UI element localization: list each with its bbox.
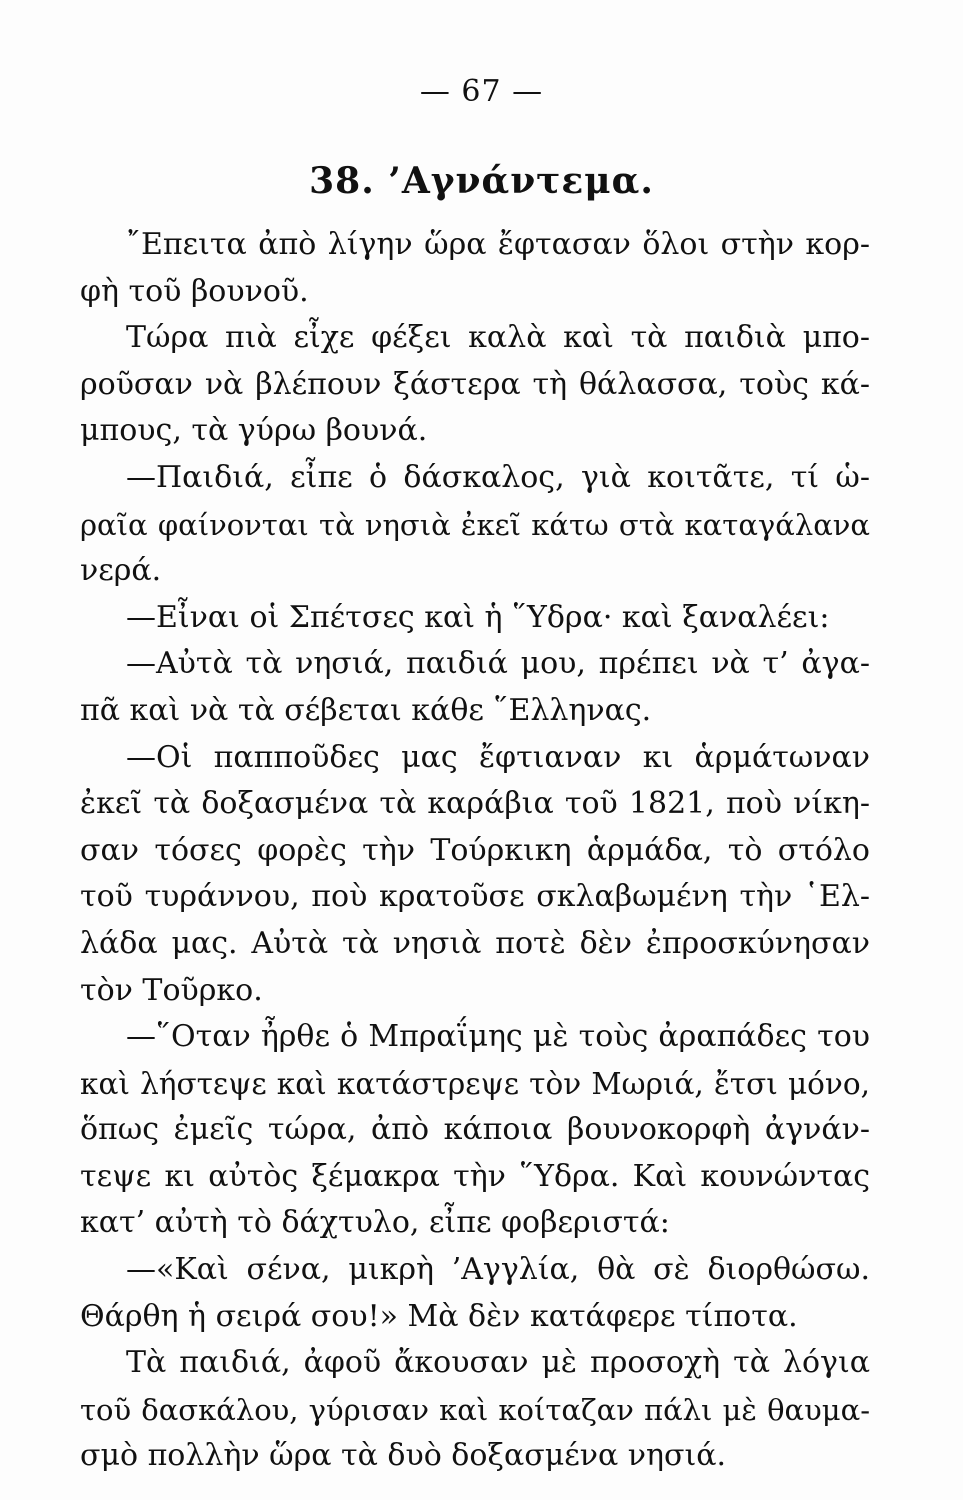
text-line: —῞Οταν ἦρθε ὁ Μπραΐμης μὲ τοὺς ἀραπάδες του (126, 1019, 870, 1055)
text-line: φὴ τοῦ βουνοῦ. (80, 273, 309, 309)
text-line: τεψε κι αὐτὸς ξέμακρα τὴν ῞Υδρα. Καὶ κουνώντας (80, 1158, 870, 1194)
text-line: —Εἶναι οἱ Σπέτσες καὶ ἡ ῞Υδρα· καὶ ξαναλέει: (126, 599, 830, 635)
text-line: —«Καὶ σένα, μικρὴ ’Αγγλία, θὰ σὲ διορθώσω. (126, 1252, 870, 1288)
text-line: ἐκεῖ τὰ δοξασμένα τὰ καράβια τοῦ 1821, ποὺ νίκη- (80, 786, 870, 822)
text-line: ραῖα φαίνονται τὰ νησιὰ ἐκεῖ κάτω στὰ καταγάλανα (80, 507, 870, 542)
text-line: μπους, τὰ γύρω βουνά. (80, 413, 428, 449)
chapter-title: 38. ’Αγνάντεμα. (309, 160, 654, 202)
text-line: τοῦ τυράννου, ποὺ κρατοῦσε σκλαβωμένη τὴν ῾Ελ- (80, 879, 870, 915)
text-line: ῎Επειτα ἀπὸ λίγην ὥρα ἔφτασαν ὅλοι στὴν κορ- (126, 227, 870, 262)
text-line: Θάρθη ἡ σειρά σου!» Μὰ δὲν κατάφερε τίποτα. (80, 1298, 798, 1334)
text-line: ὅπως ἐμεῖς τώρα, ἀπὸ κάποια βουνοκορφὴ ἀγνάν- (80, 1112, 870, 1148)
text-line: σαν τόσες φορὲς τὴν Τούρκικη ἁρμάδα, τὸ στόλο (80, 832, 870, 868)
text-line: πᾶ καὶ νὰ τὰ σέβεται κάθε ῞Ελληνας. (80, 692, 652, 728)
text-line: —Παιδιά, εἶπε ὁ δάσκαλος, γιὰ κοιτᾶτε, τί ὡ- (126, 459, 870, 495)
text-line: κατ’ αὐτὴ τὸ δάχτυλο, εἶπε φοβεριστά: (80, 1205, 670, 1241)
text-line: τοῦ δασκάλου, γύρισαν καὶ κοίταζαν πάλι μὲ θαυμα- (80, 1392, 870, 1427)
body-text (80, 222, 870, 1480)
text-line: —Αὐτὰ τὰ νησιά, παιδιά μου, πρέπει νὰ τ’ ἀγα- (126, 646, 870, 682)
text-line: καὶ λήστεψε καὶ κατάστρεψε τὸν Μωριά, ἔτσι μόνο, (80, 1066, 870, 1101)
text-line: Τὰ παιδιά, ἀφοῦ ἄκουσαν μὲ προσοχὴ τὰ λόγια (126, 1345, 870, 1381)
text-line: τὸν Τοῦρκο. (80, 972, 263, 1008)
text-line: —Οἱ παπποῦδες μας ἔφτιαναν κι ἁρμάτωναν (126, 739, 870, 775)
text-line: νερά. (80, 553, 162, 589)
page-number: — 67 — (419, 74, 544, 109)
text-line: σμὸ πολλὴν ὥρα τὰ δυὸ δοξασμένα νησιά. (80, 1438, 727, 1474)
text-line: ροῦσαν νὰ βλέπουν ξάστερα τὴ θάλασσα, τοὺς κά- (80, 366, 870, 402)
text-line: Τώρα πιὰ εἶχε φέξει καλὰ καὶ τὰ παιδιὰ μπο- (126, 320, 870, 356)
text-line: λάδα μας. Αὐτὰ τὰ νησιὰ ποτὲ δὲν ἐπροσκύνησαν (80, 925, 870, 961)
